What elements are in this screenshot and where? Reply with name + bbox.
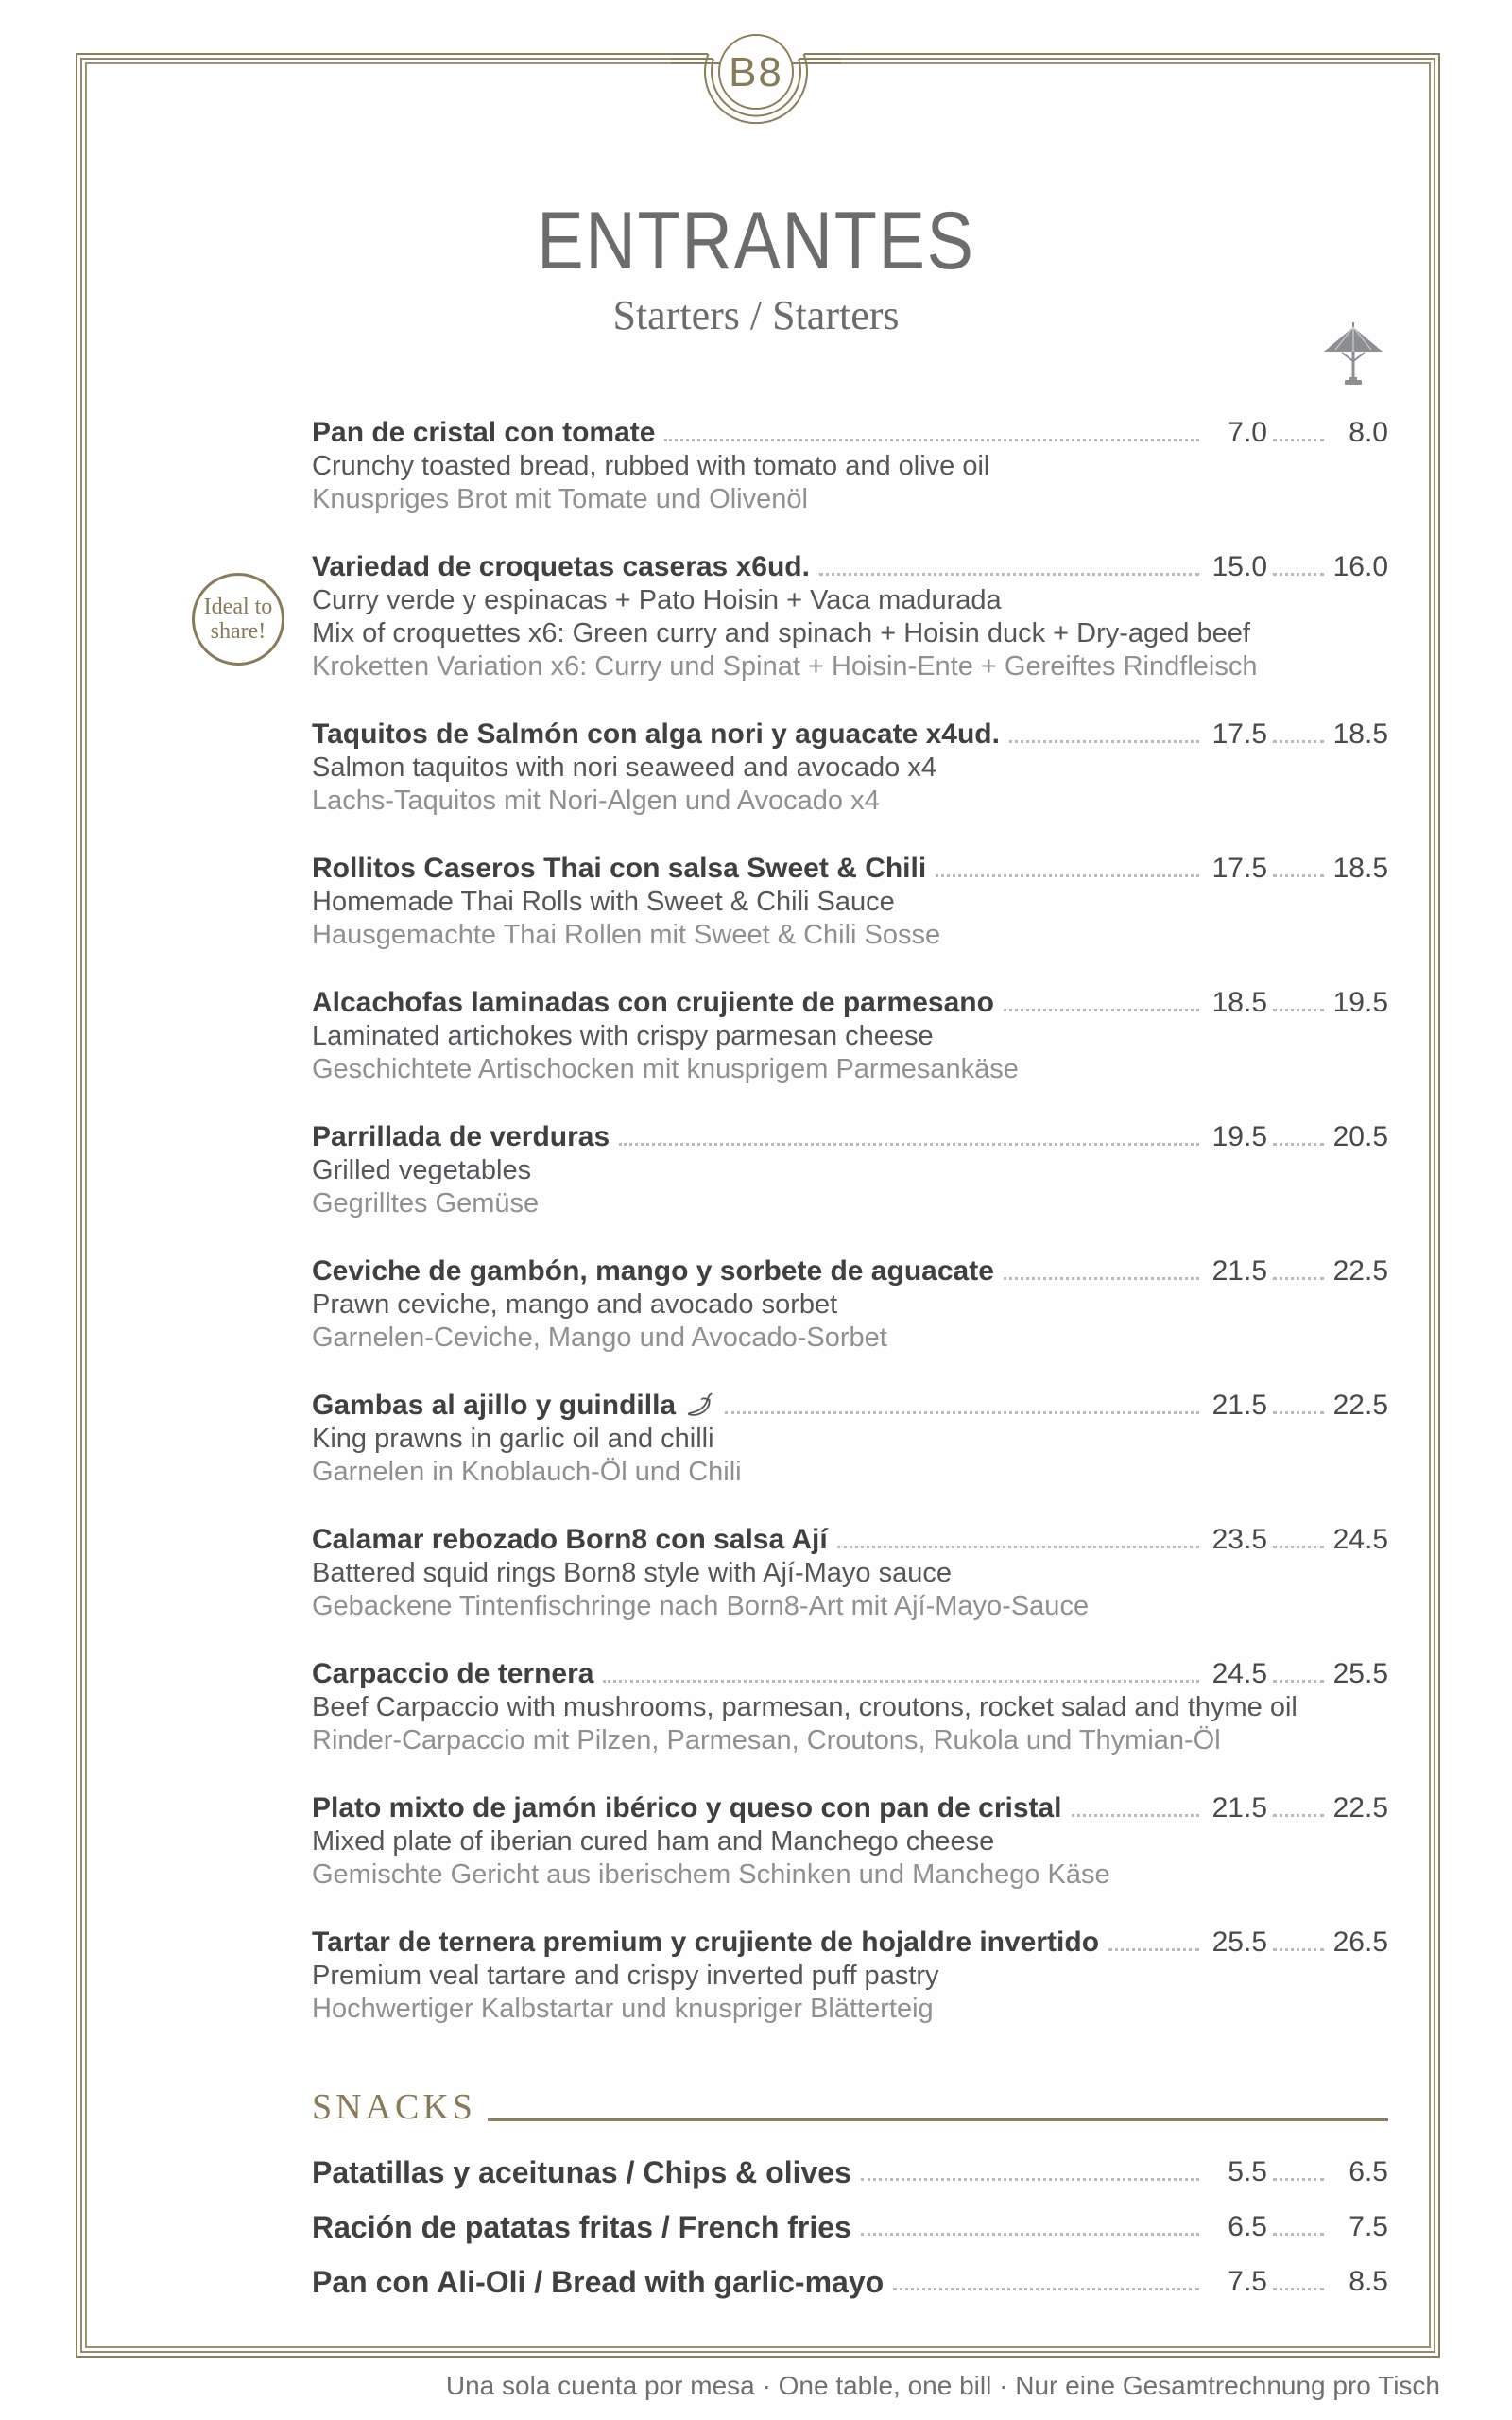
menu-item (312, 1657, 1441, 1757)
price-terrace: 6.5 (1349, 2156, 1388, 2187)
price-inside: 21.5 (1211, 1255, 1267, 1287)
item-title-row (312, 1254, 1441, 1288)
menu-item (312, 1926, 1441, 2026)
dotted-leader (1072, 1814, 1199, 1817)
price-inside: 21.5 (1211, 1390, 1267, 1421)
menu-item (312, 416, 1441, 516)
item-desc-de: Kroketten Variation x6: Curry und Spinat + Hoisin-Ente + Gereiftes Rindfleisch (312, 651, 1258, 682)
dotted-separator (1273, 2288, 1324, 2290)
item-name: Gambas al ajillo y guindilla (312, 1390, 677, 1421)
dotted-separator (1273, 2233, 1324, 2236)
patio-umbrella-icon (1323, 321, 1383, 389)
item-desc-de: Rinder-Carpaccio mit Pilzen, Parmesan, Croutons, Rukola und Thymian-Öl (312, 1725, 1221, 1755)
item-desc-de: Gegrilltes Gemüse (312, 1188, 540, 1219)
snacks-list (312, 2153, 1441, 2301)
dotted-separator (1273, 1680, 1324, 1683)
dotted-separator (1273, 573, 1324, 576)
menu-item (312, 1523, 1441, 1623)
item-desc-en: Beef Carpaccio with mushrooms, parmesan, croutons, rocket salad and thyme oil (312, 1692, 1297, 1722)
dotted-separator (1273, 874, 1324, 877)
item-name: Pan de cristal con tomate (312, 417, 656, 448)
item-desc-de: Garnelen in Knoblauch-Öl und Chili (312, 1457, 742, 1487)
dotted-separator (1273, 1143, 1324, 1146)
dotted-leader (725, 1411, 1199, 1414)
dotted-separator (1273, 1948, 1324, 1951)
item-name: Plato mixto de jamón ibérico y queso con pan de cristal (312, 1792, 1062, 1824)
item-title-row (312, 1657, 1441, 1691)
price-terrace: 22.5 (1332, 1792, 1388, 1824)
menu-item (312, 1254, 1441, 1355)
dotted-separator (1273, 2178, 1324, 2181)
price-terrace: 24.5 (1332, 1524, 1388, 1555)
price-inside: 25.5 (1211, 1927, 1267, 1958)
item-desc-en: Prawn ceviche, mango and avocado sorbet (312, 1289, 838, 1320)
dotted-leader (603, 1680, 1199, 1683)
price-terrace: 7.5 (1349, 2211, 1388, 2242)
item-title-row (312, 1926, 1441, 1960)
item-desc-de: Gebackene Tintenfischringe nach Born8-Art mit Ají-Mayo-Sauce (312, 1591, 1090, 1621)
dotted-leader (861, 2178, 1199, 2181)
share-badge-line1: Ideal to (203, 595, 273, 619)
item-title-row (312, 1120, 1441, 1154)
price-inside: 5.5 (1228, 2156, 1267, 2187)
snack-name: Pan con Ali-Oli / Bread with garlic-mayo (312, 2265, 885, 2299)
chili-pepper-icon (685, 1390, 715, 1420)
item-desc-de: Garnelen-Ceviche, Mango und Avocado-Sorbet (312, 1322, 887, 1353)
ideal-to-share-badge (192, 573, 284, 666)
item-desc-en: Grilled vegetables (312, 1155, 532, 1185)
dotted-separator (1273, 1411, 1324, 1414)
price-inside: 6.5 (1228, 2211, 1267, 2242)
price-inside: 7.0 (1228, 417, 1267, 448)
price-inside: 17.5 (1211, 853, 1267, 884)
dotted-separator (1273, 740, 1324, 743)
price-terrace: 19.5 (1332, 987, 1388, 1018)
price-terrace: 25.5 (1332, 1658, 1388, 1689)
item-desc-en: Mix of croquettes x6: Green curry and spinach + Hoisin duck + Dry-aged beef (312, 618, 1250, 648)
item-title-row (312, 986, 1441, 1020)
snack-row (312, 2263, 1441, 2301)
item-desc-de: Knuspriges Brot mit Tomate und Olivenöl (312, 484, 808, 514)
item-title-row (312, 416, 1441, 450)
dotted-separator (1273, 1814, 1324, 1817)
price-inside: 17.5 (1211, 718, 1267, 750)
item-desc-en: Mixed plate of iberian cured ham and Manchego cheese (312, 1826, 995, 1857)
item-name: Calamar rebozado Born8 con salsa Ají (312, 1524, 828, 1555)
starters-list (312, 416, 1441, 2026)
dotted-separator (1273, 1009, 1324, 1011)
price-terrace: 16.0 (1332, 551, 1388, 582)
price-inside: 23.5 (1211, 1524, 1267, 1555)
price-inside: 7.5 (1228, 2266, 1267, 2297)
item-desc-es: Curry verde y espinacas + Pato Hoisin + Vaca madurada (312, 585, 1002, 615)
dotted-leader (819, 573, 1199, 576)
item-name: Rollitos Caseros Thai con salsa Sweet & Chili (312, 853, 927, 884)
snacks-heading: SNACKS (312, 2087, 476, 2127)
item-name: Carpaccio de ternera (312, 1658, 594, 1689)
share-badge-line2: share! (210, 619, 266, 644)
price-inside: 15.0 (1211, 551, 1267, 582)
page-subtitle: Starters / Starters (612, 292, 900, 338)
price-terrace: 20.5 (1332, 1121, 1388, 1152)
page-number: B8 (729, 49, 783, 95)
menu-item (312, 1389, 1441, 1489)
price-terrace: 8.0 (1349, 417, 1388, 448)
price-inside: 21.5 (1211, 1792, 1267, 1824)
snacks-rule (488, 2118, 1388, 2121)
dotted-separator (1273, 1277, 1324, 1280)
item-title-row (312, 1389, 1441, 1423)
item-desc-en: Homemade Thai Rolls with Sweet & Chili Sauce (312, 887, 895, 917)
item-desc-de: Lachs-Taquitos mit Nori-Algen und Avocado x4 (312, 786, 880, 816)
item-desc-de: Hochwertiger Kalbstartar und knuspriger Blätterteig (312, 1994, 934, 2024)
page-number-seal (671, 6, 841, 138)
item-desc-en: Premium veal tartare and crispy inverted puff pastry (312, 1961, 939, 1991)
dotted-leader (1004, 1009, 1199, 1011)
dotted-leader (936, 874, 1199, 877)
price-terrace: 18.5 (1332, 718, 1388, 750)
dotted-leader (619, 1143, 1199, 1146)
item-title-row (312, 852, 1441, 886)
item-name: Variedad de croquetas caseras x6ud. (312, 551, 810, 582)
item-name: Parrillada de verduras (312, 1121, 610, 1152)
snack-name: Ración de patatas fritas / French fries (312, 2210, 851, 2244)
price-terrace: 22.5 (1332, 1390, 1388, 1421)
item-desc-de: Geschichtete Artischocken mit knusprigem Parmesankäse (312, 1054, 1019, 1084)
menu-item (312, 550, 1441, 683)
menu-item (312, 986, 1441, 1086)
item-desc-en: King prawns in garlic oil and chilli (312, 1424, 714, 1454)
footer-note: Una sola cuenta por mesa · One table, one bill · Nur eine Gesamtrechnung pro Tisch (445, 2371, 1440, 2400)
menu-item (312, 1791, 1441, 1892)
dotted-leader (893, 2288, 1199, 2290)
item-desc-en: Laminated artichokes with crispy parmesan cheese (312, 1021, 934, 1051)
dotted-leader (1004, 1277, 1199, 1280)
dotted-leader (837, 1546, 1199, 1548)
dotted-leader (664, 439, 1199, 441)
dotted-leader (1009, 740, 1199, 743)
item-title-row (312, 1791, 1441, 1825)
snack-name: Patatillas y aceitunas / Chips & olives (312, 2155, 851, 2189)
menu-item (312, 1120, 1441, 1220)
price-inside: 18.5 (1211, 987, 1267, 1018)
item-name: Alcachofas laminadas con crujiente de parmesano (312, 987, 994, 1018)
item-desc-en: Crunchy toasted bread, rubbed with tomato and olive oil (312, 451, 990, 481)
snacks-header (312, 2087, 1441, 2127)
item-desc-en: Salmon taquitos with nori seaweed and avocado x4 (312, 752, 936, 783)
menu-item (312, 852, 1441, 952)
menu-item (312, 717, 1441, 818)
item-desc-de: Gemischte Gericht aus iberischem Schinken und Manchego Käse (312, 1859, 1110, 1890)
page-title: ENTRANTES (537, 196, 975, 286)
item-title-row (312, 550, 1441, 584)
price-terrace: 18.5 (1332, 853, 1388, 884)
menu-header (85, 196, 1427, 338)
price-inside: 19.5 (1211, 1121, 1267, 1152)
item-name: Taquitos de Salmón con alga nori y aguacate x4ud. (312, 718, 1000, 750)
item-title-row (312, 1523, 1441, 1557)
dotted-separator (1273, 439, 1324, 441)
snack-row (312, 2153, 1441, 2191)
dotted-separator (1273, 1546, 1324, 1548)
item-desc-en: Battered squid rings Born8 style with Ají-Mayo sauce (312, 1558, 952, 1588)
item-name: Ceviche de gambón, mango y sorbete de aguacate (312, 1255, 994, 1287)
snacks-section (312, 2087, 1441, 2301)
price-terrace: 8.5 (1349, 2266, 1388, 2297)
price-inside: 24.5 (1211, 1658, 1267, 1689)
dotted-leader (861, 2233, 1199, 2236)
item-desc-de: Hausgemachte Thai Rollen mit Sweet & Chili Sosse (312, 920, 941, 950)
dotted-leader (1108, 1948, 1199, 1951)
item-name: Tartar de ternera premium y crujiente de hojaldre invertido (312, 1927, 1100, 1958)
price-terrace: 26.5 (1332, 1927, 1388, 1958)
price-terrace: 22.5 (1332, 1255, 1388, 1287)
snack-row (312, 2208, 1441, 2246)
item-title-row (312, 717, 1441, 752)
